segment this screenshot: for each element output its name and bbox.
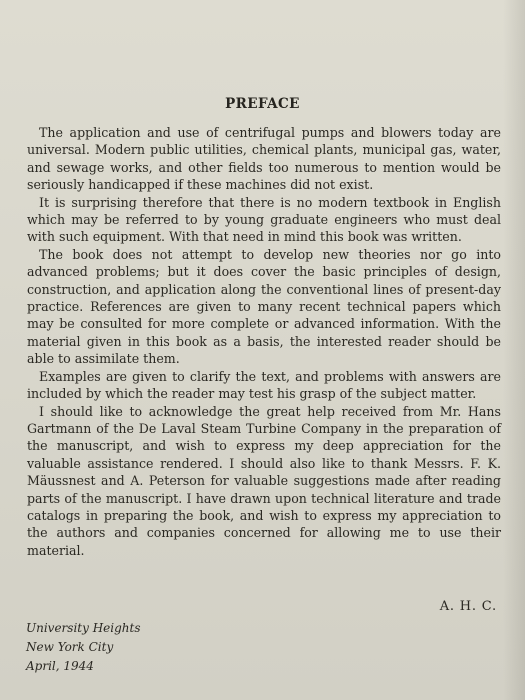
paragraph-5: I should like to acknowledge the great help received from Mr. Hans Gartmann of the De Laval Steam Turbine Company in the preparation of the manuscript, and wish to express my deep appreciation for the valuable assistance rendered. I should also like to thank Messrs. F. K. Mäussnest and A. Peterson for valuable suggestions made after reading parts of the manuscript. I have drawn upon technical literature and trade catalogs in preparing the book, and wish to express my appreciation to the authors and companies concerned for allowing me to use their material.	[27, 403, 501, 558]
paragraph-4: Examples are given to clarify the text, and problems with answers are included by which the reader may test his grasp of the subject matter.	[27, 368, 501, 402]
page-title: PREFACE	[225, 96, 300, 112]
paragraph-1: The application and use of centrifugal pumps and blowers today are universal. Modern public utilities, chemical plants, municipal gas, water, and sewage works, and other fields too numerous to mention would be seriously handicapped if these machines did not exist.	[27, 125, 501, 193]
author-initials: A. H. C.	[439, 599, 497, 614]
place-line-university: University Heights	[26, 621, 141, 635]
paragraph-3: The book does not attempt to develop new theories nor go into advanced problems; but it does cover the basic principles of design, construction, and application along the conventional lines of present-day practice. References are given to many recent technical papers which may be consulted for more complete or advanced information. With the material given in this book as a basis, the interested reader should be able to assimilate them.	[27, 246, 501, 367]
place-line-date: April, 1944	[26, 659, 94, 673]
preface-body	[27, 124, 501, 559]
place-and-date	[26, 619, 141, 676]
paragraph-2: It is surprising therefore that there is no modern textbook in English which may be referred to by young graduate engineers who must deal with such equipment. With that need in mind this book was written.	[27, 194, 501, 245]
place-line-city: New York City	[26, 640, 114, 654]
